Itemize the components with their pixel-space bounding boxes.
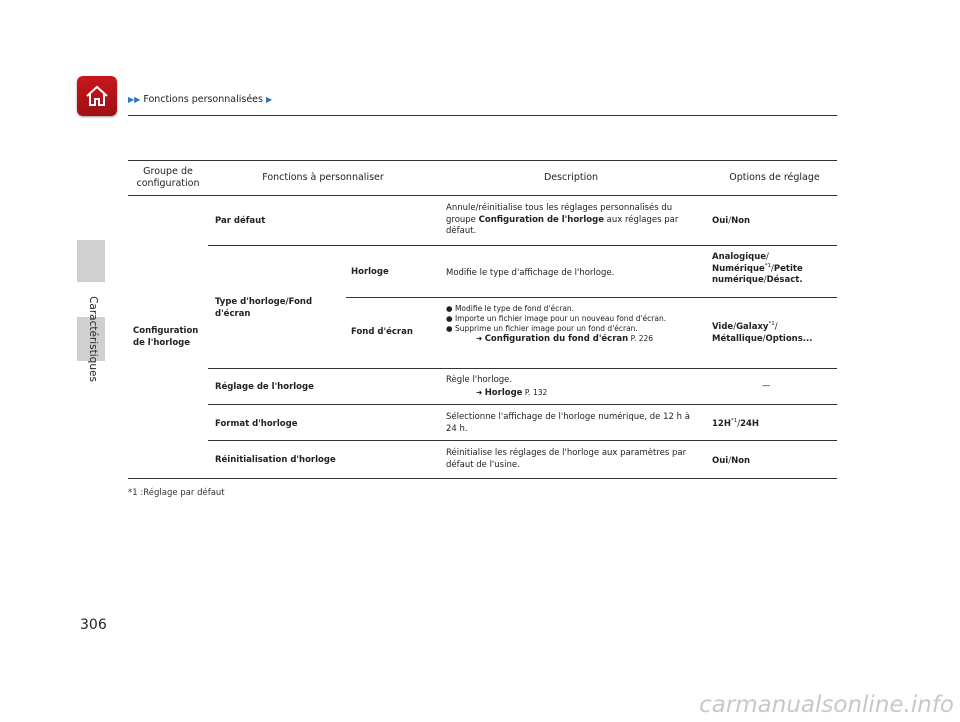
header-group: Groupe de configuration bbox=[136, 166, 200, 189]
row-clock-reset-options: Oui/Non bbox=[712, 456, 751, 466]
breadcrumb[interactable] bbox=[128, 94, 272, 105]
row-divider bbox=[208, 404, 837, 405]
table-top-rule bbox=[128, 160, 837, 161]
cross-reference[interactable]: ➜ Horloge P. 132 bbox=[476, 387, 548, 398]
group-label: Configuration de l'horloge bbox=[133, 326, 199, 348]
header-rule bbox=[128, 115, 837, 116]
header-functions: Fonctions à personnaliser bbox=[262, 172, 384, 183]
row-wallpaper-options: Vide/Galaxy$^{*1}$/ Métallique/Options... bbox=[712, 321, 813, 344]
row-clock-format-name: Format d'horloge bbox=[215, 419, 298, 429]
row-horloge-desc: Modifie le type d'affichage de l'horloge. bbox=[446, 268, 615, 278]
home-button[interactable] bbox=[77, 76, 117, 116]
list-item: ● Importe un fichier image pour un nouveau fond d'écran. bbox=[446, 314, 667, 323]
page-number: 306 bbox=[80, 617, 107, 633]
row-wallpaper-desc bbox=[446, 304, 696, 344]
table-bottom-rule bbox=[128, 478, 837, 479]
breadcrumb-label: Fonctions personnalisées bbox=[143, 94, 263, 105]
breadcrumb-arrow-icon: ▶ bbox=[266, 95, 273, 104]
row-divider bbox=[208, 245, 837, 246]
row-clock-setting-name: Réglage de l'horloge bbox=[215, 382, 314, 392]
list-item: ● Supprime un fichier image pour un fond d'écran. bbox=[446, 324, 638, 333]
row-default-name: Par défaut bbox=[215, 216, 266, 226]
home-icon bbox=[84, 83, 110, 109]
row-horloge-options: Analogique/ Numérique$^{*1}$/Petite numérique/Désact. bbox=[712, 252, 803, 285]
row-divider bbox=[208, 368, 837, 369]
row-wallpaper-name: Fond d'écran bbox=[351, 327, 413, 337]
header-rule-bottom bbox=[128, 195, 837, 196]
reference-arrow-icon: ➜ bbox=[476, 387, 483, 397]
row-clock-setting-options: — bbox=[762, 381, 771, 391]
row-clock-type-name: Type d'horloge/Fond d'écran bbox=[215, 297, 313, 319]
header-description: Description bbox=[543, 172, 599, 183]
list-item: ● Modifie le type de fond d'écran. bbox=[446, 304, 575, 313]
cross-reference[interactable]: ➜ Configuration du fond d'écran P. 226 bbox=[476, 334, 654, 344]
footnote: *1 :Réglage par défaut bbox=[128, 488, 225, 498]
row-default-options: Oui/Non bbox=[712, 216, 751, 226]
header-options: Options de réglage bbox=[729, 172, 820, 183]
row-horloge-name: Horloge bbox=[351, 267, 389, 277]
row-divider bbox=[208, 440, 837, 441]
watermark: carmanualsonline.info bbox=[699, 692, 954, 718]
row-clock-format-options: $12H^{*1}/24H$ bbox=[712, 418, 760, 429]
row-clock-setting-desc: Règle l'horloge. ➜ Horloge P. 132 bbox=[446, 375, 701, 399]
row-clock-reset-name: Réinitialisation d'horloge bbox=[215, 455, 336, 465]
row-clock-format-desc: Sélectionne l'affichage de l'horloge numérique, de 12 h à 24 h. bbox=[446, 412, 690, 434]
sidebar-section-label: Caractéristiques bbox=[87, 296, 99, 382]
sidebar-tab-inactive bbox=[77, 240, 105, 282]
subrow-divider bbox=[346, 297, 837, 298]
reference-arrow-icon: ➜ bbox=[476, 334, 483, 343]
row-default-desc: Annule/réinitialise tous les réglages personnalisés du groupe Configuration de l'horloge aux réglages par défaut. bbox=[446, 203, 679, 236]
breadcrumb-arrow-icon: ▶▶ bbox=[128, 95, 141, 104]
row-clock-reset-desc: Réinitialise les réglages de l'horloge aux paramètres par défaut de l'usine. bbox=[446, 448, 687, 470]
